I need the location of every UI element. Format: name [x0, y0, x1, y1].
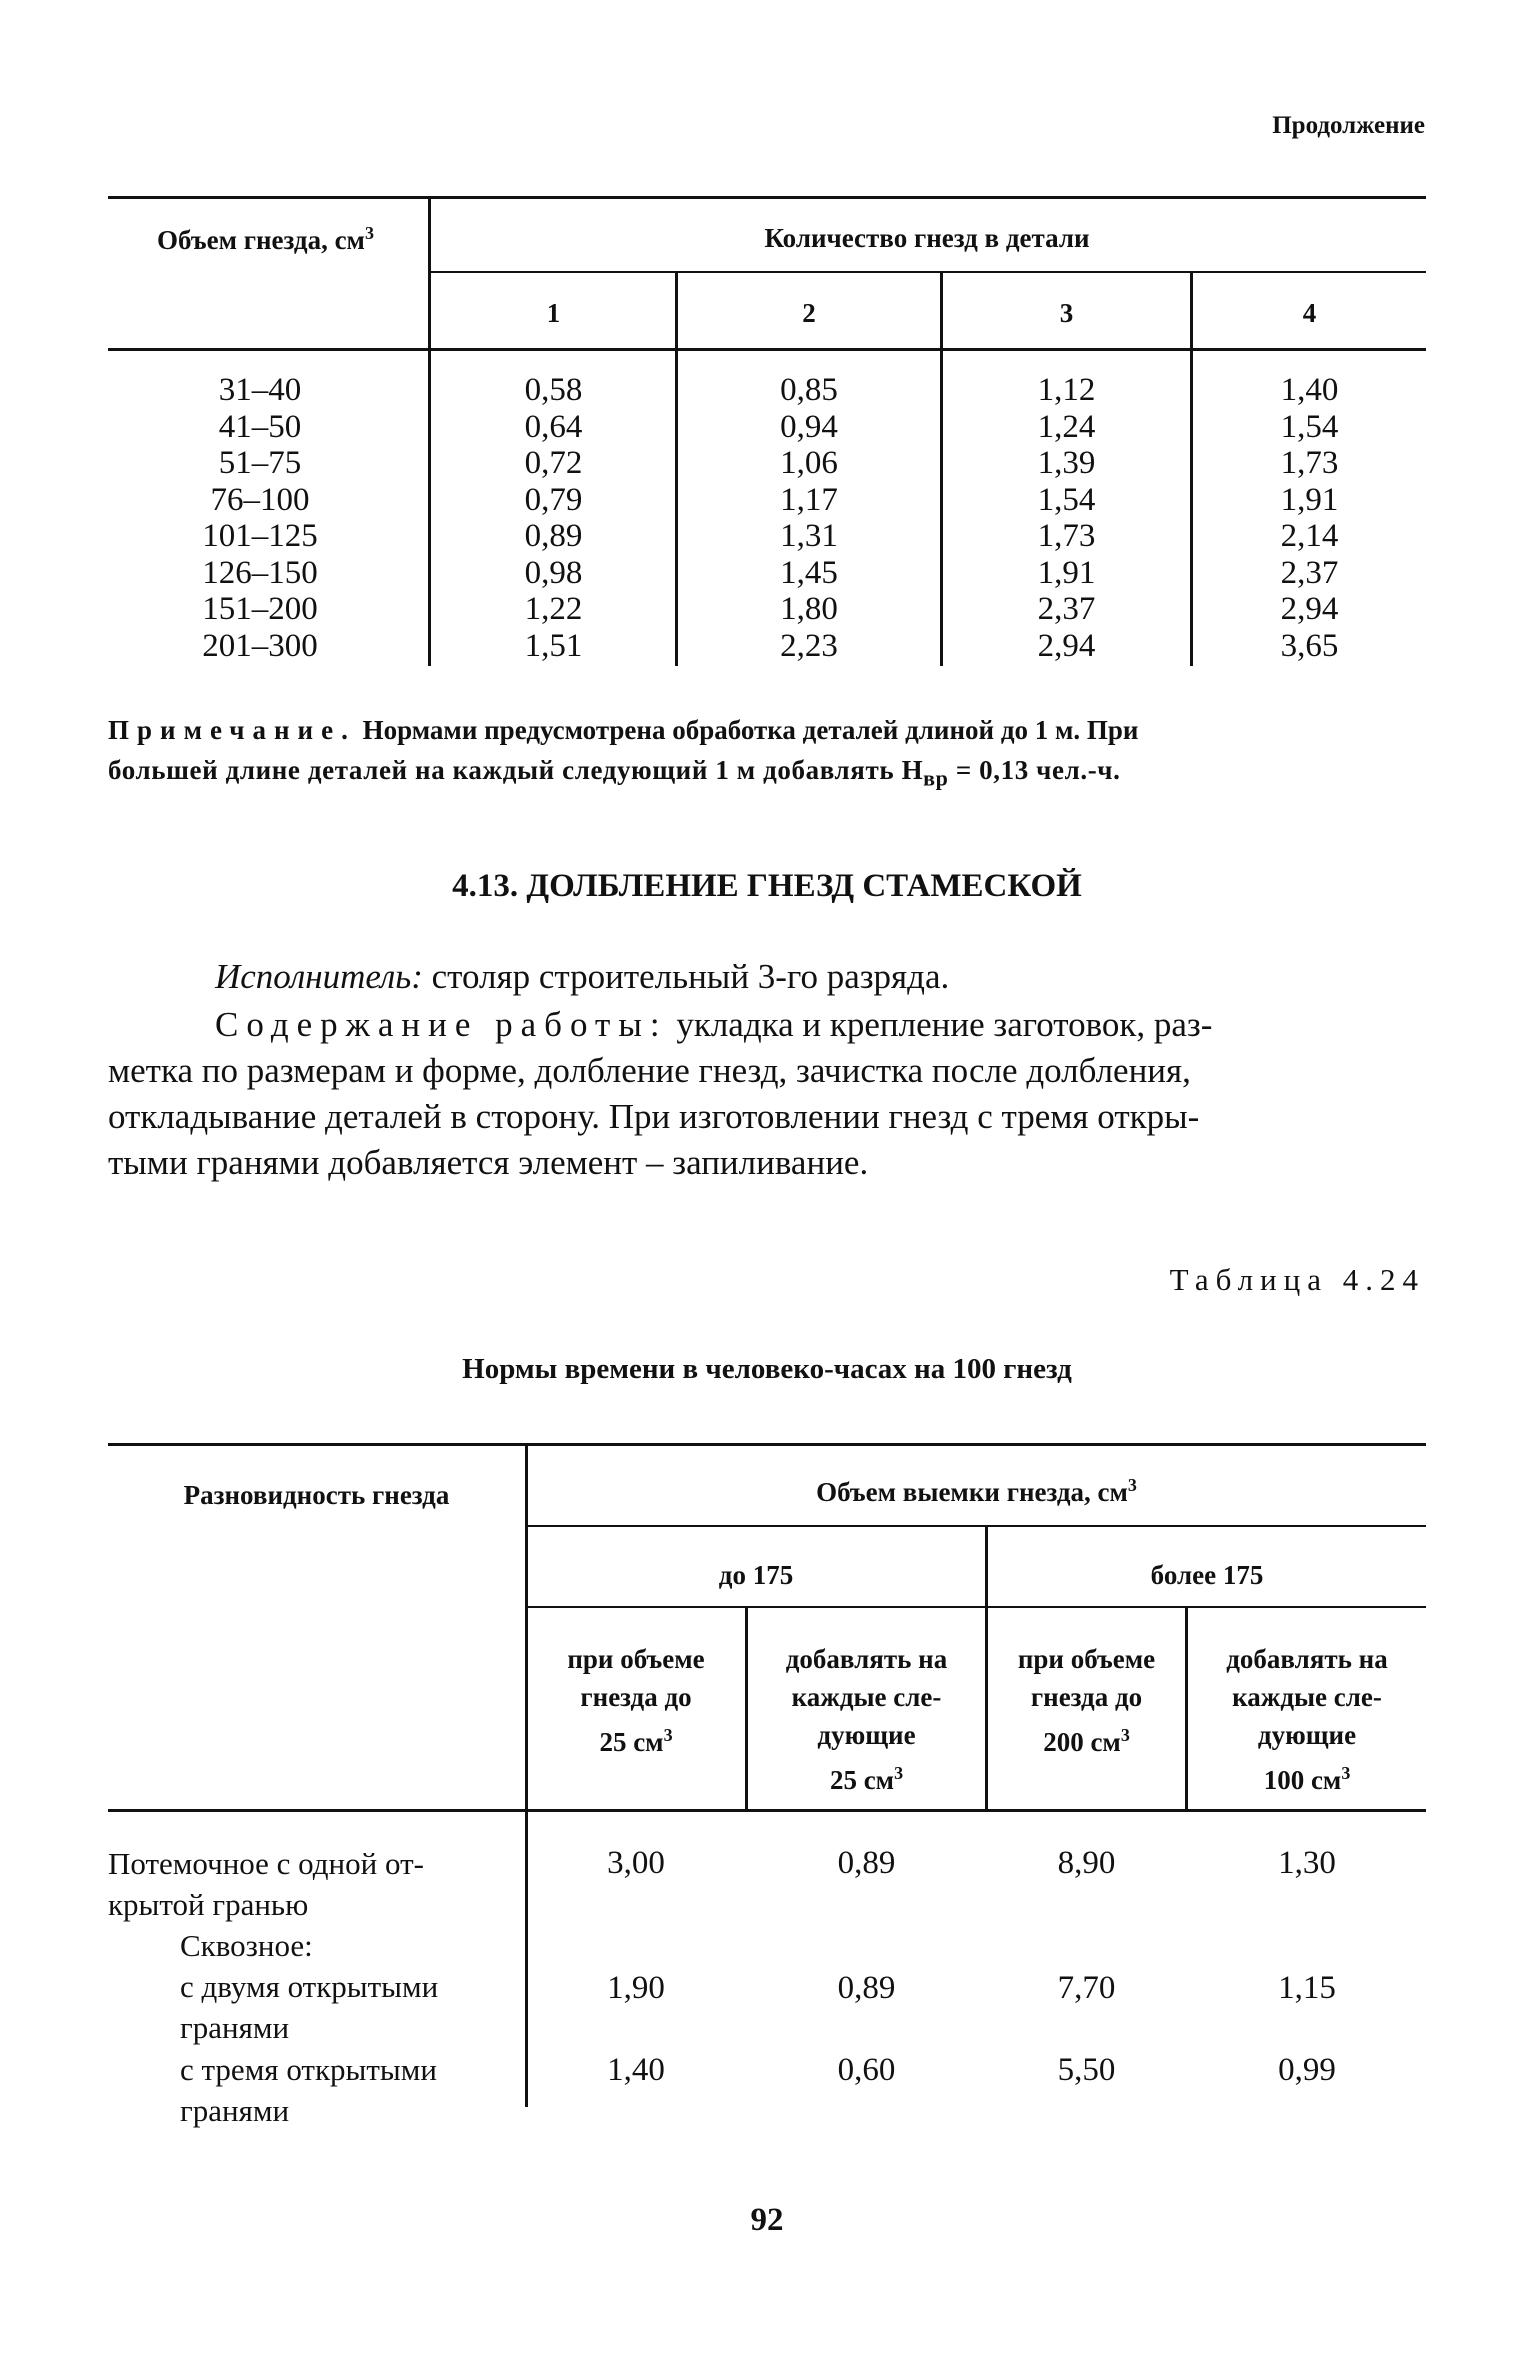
table2-cell: 3,00 — [607, 1845, 665, 1881]
note-label: Примечание. — [108, 715, 356, 745]
table1-cell: 0,85 — [780, 372, 838, 408]
table2-cell: 0,89 — [837, 1845, 896, 1881]
table1-stub-divider — [428, 196, 431, 666]
table2-header-volume: Объем выемки гнезда, $см^3$ — [816, 1475, 1137, 1507]
table2-cell: 0,60 — [837, 2052, 896, 2088]
table1-cell: 1,73 — [1037, 518, 1096, 554]
table2-cell: 1,90 — [607, 1970, 665, 2006]
table2-header-rule-2 — [527, 1606, 1426, 1608]
performer-label: Исполнитель: — [215, 957, 423, 996]
table1-cell: 1,12 — [1037, 372, 1096, 408]
table1-note — [108, 710, 1426, 798]
table1-values-col3 — [943, 372, 1190, 664]
table2-sub-2: добавлять на каждые сле- дующие 25 $см^3$ — [785, 1644, 948, 1795]
table1-cell: 1,40 — [1280, 372, 1339, 408]
table1-range: 51–75 — [218, 445, 302, 481]
table1-col-2: 2 — [802, 298, 816, 328]
table1-cell: 1,22 — [524, 591, 583, 627]
table1-cell: 1,06 — [780, 445, 838, 481]
table1-range: 201–300 — [202, 627, 318, 664]
table2-group-2: более 175 — [1150, 1560, 1264, 1590]
table1-cell: 1,91 — [1280, 481, 1339, 518]
table1-header-rule — [430, 271, 1426, 273]
table1-cell: 2,14 — [1280, 518, 1339, 554]
table1-values-col1 — [432, 372, 675, 664]
table2-header-rule-1 — [527, 1525, 1426, 1527]
table1-cell: 2,94 — [1037, 627, 1096, 664]
content-line-2: метка по размерам и форме, долбление гнезд, зачистка после долбления, — [108, 1051, 1191, 1090]
table1-cell: 1,73 — [1280, 445, 1339, 481]
table2-cell: 1,40 — [607, 2052, 665, 2088]
note-line-2: большей длине деталей на каждый следующий 1 м добавлять $Н_{вр} = 0,13$ чел.-ч. — [108, 755, 1121, 791]
content-line-1: Содержание работы: укладка и крепление заготовок, раз- — [215, 1005, 1213, 1044]
table1-values-col2 — [678, 372, 940, 664]
table1-cell: 1,80 — [780, 591, 838, 627]
content-line-3: откладывание деталей в сторону. При изготовлении гнезд с тремя откры- — [108, 1097, 1200, 1136]
table1-cell: 0,72 — [524, 445, 583, 481]
table1-col-3: 3 — [1059, 298, 1074, 328]
table1-cell: 1,54 — [1280, 408, 1339, 445]
table1-col-1: 1 — [546, 298, 561, 328]
table1-body-rule — [108, 348, 1426, 351]
table2-body-rule — [108, 1809, 1426, 1812]
note-line-1: Примечание. Нормами предусмотрена обработка деталей длиной до 1 м. При — [108, 715, 1139, 745]
table1-cell: 1,31 — [780, 518, 838, 554]
table1-cell: 3,65 — [1280, 627, 1339, 664]
table1-cell: 2,23 — [780, 627, 838, 664]
table1-ranges — [150, 372, 370, 664]
table1-header-volume: Объем гнезда, $см^3$ — [157, 223, 374, 255]
table2-cell: 0,99 — [1278, 2052, 1336, 2088]
content-label: Содержание работы: — [215, 1005, 668, 1044]
content-line-4: тыми гранями добавляется элемент – запиливание. — [108, 1143, 869, 1182]
table1-cell: 0,64 — [524, 408, 583, 445]
table2-row-4-name: с тремя открытыми гранями — [180, 2052, 437, 2128]
table1-cell: 0,89 — [524, 518, 583, 554]
table1-cell: 0,94 — [780, 408, 838, 445]
table1-range: 76–100 — [210, 481, 310, 518]
table2-sub-1: при объеме гнезда до 25 $см^3$ — [567, 1644, 705, 1757]
table1-cell: 2,37 — [1037, 591, 1096, 627]
table-title: Нормы времени в человеко-часах на 100 гнезд — [462, 1353, 1072, 1385]
table2-sub-3: при объеме гнезда до 200 $см^3$ — [1017, 1644, 1156, 1757]
table2-cell: 5,50 — [1057, 2052, 1116, 2088]
table1-col-4: 4 — [1302, 298, 1317, 328]
table1-cell: 1,54 — [1037, 481, 1096, 518]
table2-header-kind: Разновидность гнезда — [183, 1480, 450, 1510]
table1-range: 41–50 — [218, 408, 302, 445]
table1-cell: 2,37 — [1280, 554, 1339, 591]
table2-cell: 1,30 — [1278, 1845, 1336, 1881]
table1-top-rule — [108, 196, 1426, 199]
page-number: 92 — [750, 2202, 784, 2238]
table1-range: 126–150 — [202, 554, 318, 591]
table1-cell: 1,17 — [780, 481, 838, 518]
table1-cell: 2,94 — [1280, 591, 1339, 627]
table2-row-1-name: Потемочное с одной от- крытой гранью — [108, 1846, 424, 1922]
table2-top-rule — [108, 1443, 1426, 1446]
table2-cell: 7,70 — [1057, 1970, 1116, 2006]
table2-group-1: до 175 — [718, 1560, 794, 1590]
table1-cell: 0,98 — [524, 554, 583, 591]
table1-cell: 1,51 — [524, 627, 583, 664]
table1-cell: 1,39 — [1037, 445, 1096, 481]
table2-sub-4: добавлять на каждые сле- дующие 100 $см^3$ — [1226, 1644, 1388, 1795]
table2-cell: 8,90 — [1057, 1845, 1116, 1881]
section-title: 4.13. ДОЛБЛЕНИЕ ГНЕЗД СТАМЕСКОЙ — [452, 868, 1082, 904]
table1-range: 151–200 — [202, 591, 318, 627]
table1-cell: 1,91 — [1037, 554, 1096, 591]
continuation-label: Продолжение — [1272, 112, 1425, 139]
table2-row-2-name: Сквозное: — [180, 1928, 313, 1963]
table1-range: 101–125 — [202, 518, 318, 554]
table1-range: 31–40 — [218, 372, 302, 408]
table1-values-col4 — [1193, 372, 1426, 664]
table1-header-count: Количество гнезд в детали — [764, 223, 1090, 253]
table1-cell: 1,24 — [1037, 408, 1096, 445]
table-label: Таблица 4.24 — [1169, 1262, 1425, 1297]
performer-line: Исполнитель: столяр строительный 3-го разряда. — [215, 957, 950, 996]
table2-row-3-name: с двумя открытыми гранями — [180, 1969, 439, 2045]
table1-cell: 1,45 — [780, 554, 838, 591]
table2-cell: 1,15 — [1278, 1970, 1336, 2006]
table1-cell: 0,58 — [524, 372, 583, 408]
table1-cell: 0,79 — [524, 481, 583, 518]
table2-cell: 0,89 — [837, 1970, 896, 2006]
